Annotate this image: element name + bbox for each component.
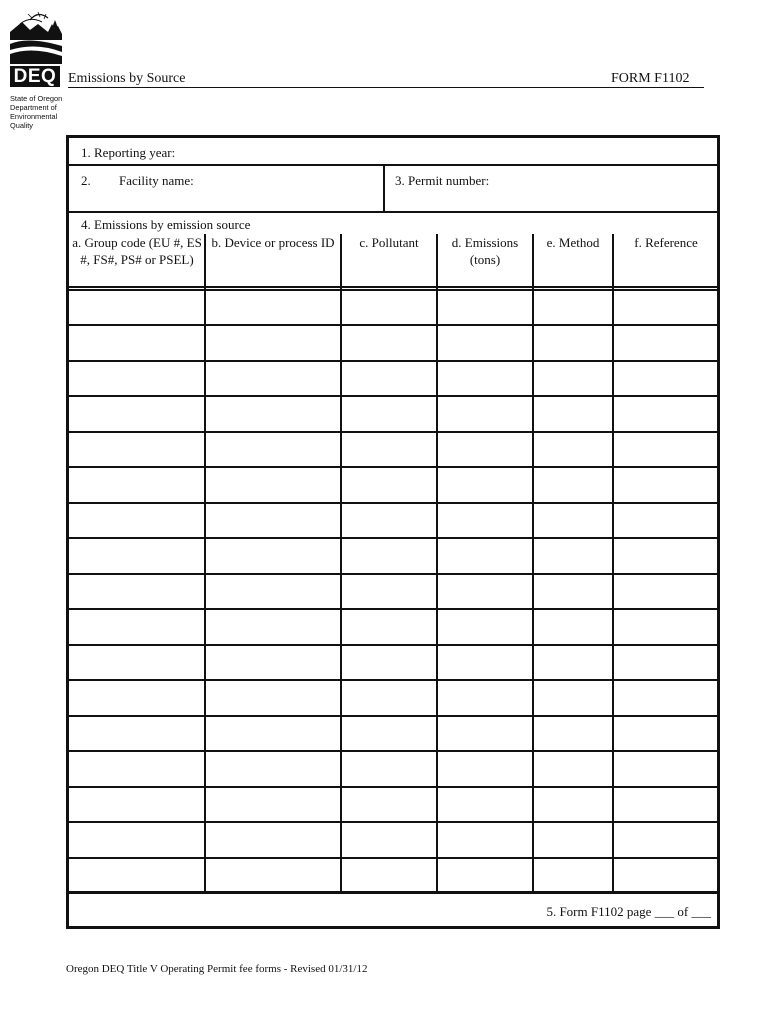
row-divider [68,431,718,433]
column-divider [340,234,342,892]
column-divider [436,234,438,892]
row-divider [68,750,718,752]
deq-logo [8,6,64,66]
row-divider [68,715,718,717]
footer-revision: Oregon DEQ Title V Operating Permit fee forms - Revised 01/31/12 [66,963,368,975]
column-header-method: e. Method [546,235,600,250]
row-divider [68,466,718,468]
agency-line: Environmental [10,112,58,121]
row-divider [68,395,718,397]
agency-line: State of Oregon [10,94,63,103]
column-header-pollutant: c. Pollutant [359,235,419,250]
column-divider [532,234,534,892]
row-divider [68,324,718,326]
section4-title: 4. Emissions by emission source [81,217,251,232]
row-divider [68,821,718,823]
column-header-emissions: d. Emissions (tons) [451,235,519,267]
agency-line: Department of [10,103,57,112]
row-divider [68,573,718,575]
header-divider [68,289,718,291]
row-divider [68,786,718,788]
column-header-device-id: b. Device or process ID [211,235,335,250]
row-divider [68,608,718,610]
row-divider [68,286,718,288]
row-divider [68,502,718,504]
landscape-logo-icon [8,6,64,66]
agency-name [10,94,70,130]
row-divider [68,644,718,646]
column-divider [204,234,206,892]
row-divider [68,537,718,539]
permit-number-field[interactable] [384,165,718,212]
reporting-year-field[interactable] [68,137,718,165]
deq-logo-text: DEQ [10,66,60,87]
emissions-table [68,212,718,892]
facility-number-label: 2. [81,173,91,188]
title-rule [68,87,704,88]
agency-line: Quality [10,121,34,130]
form-title: Emissions by Source [68,71,186,86]
column-header-group-code: a. Group code (EU #, ES #, FS#, PS# or PSEL) [72,235,202,267]
column-header-reference: f. Reference [634,235,698,250]
form-code: FORM F1102 [611,71,690,86]
row-divider [68,857,718,859]
permit-number-label: 3. Permit number: [395,173,490,188]
row-divider [68,679,718,681]
column-divider [612,234,614,892]
reporting-year-label: 1. Reporting year: [81,145,176,160]
facility-name-field[interactable] [68,165,384,212]
page-number-label[interactable]: 5. Form F1102 page ___ of ___ [546,904,711,919]
row-divider [68,360,718,362]
page-number-row [68,892,718,927]
facility-name-label: Facility name: [119,173,194,188]
